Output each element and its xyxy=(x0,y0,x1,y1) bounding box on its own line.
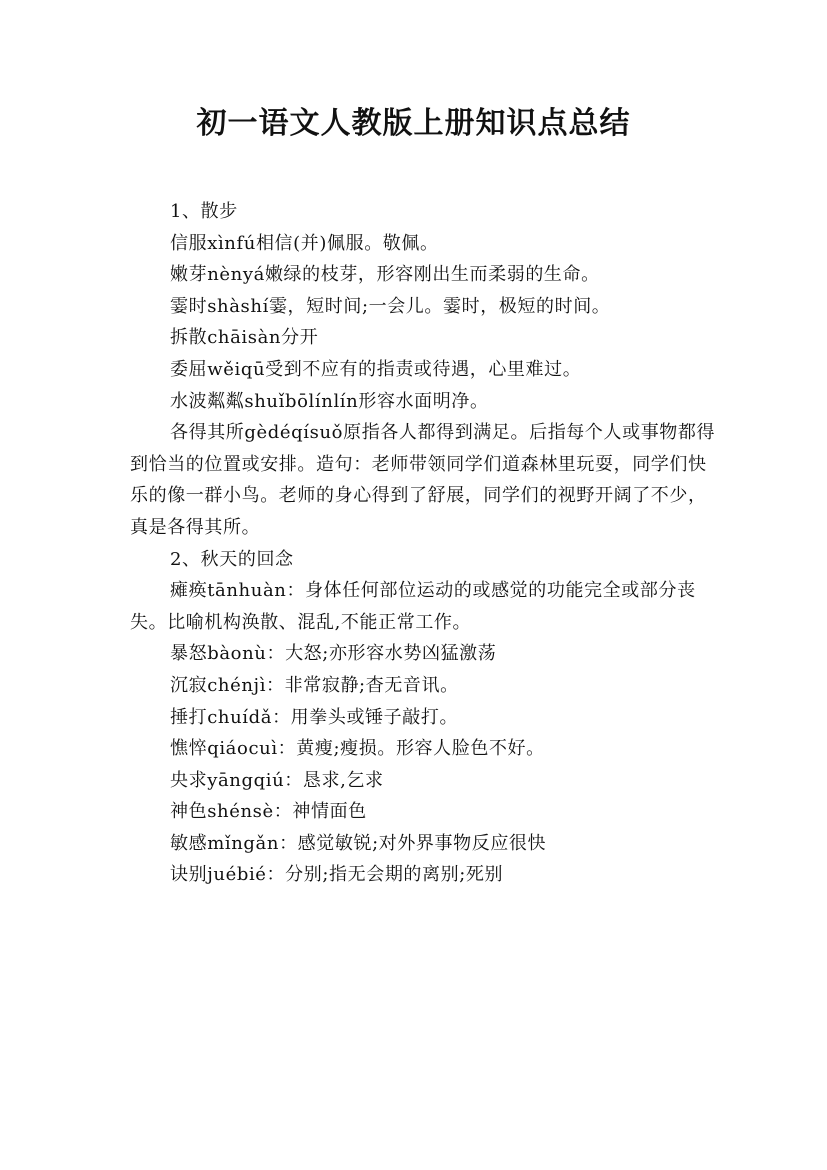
paragraph: 神色shénsè：神情面色 xyxy=(170,801,367,823)
paragraph: 沉寂chénjì：非常寂静;杳无音讯。 xyxy=(170,674,459,696)
paragraph: 央求yāngqiú：恳求,乞求 xyxy=(170,769,384,791)
paragraph: 拆散chāisàn分开 xyxy=(170,327,319,349)
paragraph: 暴怒bàonù：大怒;亦形容水势凶猛激荡 xyxy=(170,643,497,665)
paragraph: 敏感mǐngǎn：感觉敏锐;对外界事物反应很快 xyxy=(170,832,547,854)
document-title: 初一语文人教版上册知识点总结 xyxy=(196,106,631,141)
paragraph: 信服xìnfú相信(并)佩服。敬佩。 xyxy=(170,232,439,254)
paragraph: 捶打chuídǎ：用拳头或锤子敲打。 xyxy=(170,706,459,728)
document-body xyxy=(130,196,720,891)
paragraph: 嫩芽nènyá嫩绿的枝芽，形容刚出生而柔弱的生命。 xyxy=(170,264,600,286)
paragraph-heading-2: 2、秋天的回念 xyxy=(170,548,294,570)
paragraph-heading-1: 1、散步 xyxy=(170,201,238,222)
paragraph: 水波粼粼shuǐbōlínlín形容水面明净。 xyxy=(170,390,489,412)
paragraph: 瘫痪tānhuàn：身体任何部位运动的或感觉的功能完全或部分丧失。比喻机构涣散、混乱,不能正常工作。 xyxy=(130,580,696,633)
paragraph: 诀别juébié：分别;指无会期的离别;死别 xyxy=(170,864,504,886)
paragraph: 各得其所gèdéqísuǒ原指各人都得到满足。后指每个人或事物都得到恰当的位置或安排。造句：老师带领同学们道森林里玩耍，同学们快乐的像一群小鸟。老师的身心得到了舒展，同学们的视野开阔了不少，真是各得其所。 xyxy=(130,422,716,538)
paragraph: 憔悴qiáocuì：黄瘦;瘦损。形容人脸色不好。 xyxy=(170,738,545,760)
paragraph: 委屈wěiqū受到不应有的指责或待遇，心里难过。 xyxy=(170,358,582,380)
paragraph: 霎时shàshí霎，短时间;一会儿。霎时，极短的时间。 xyxy=(170,295,611,317)
